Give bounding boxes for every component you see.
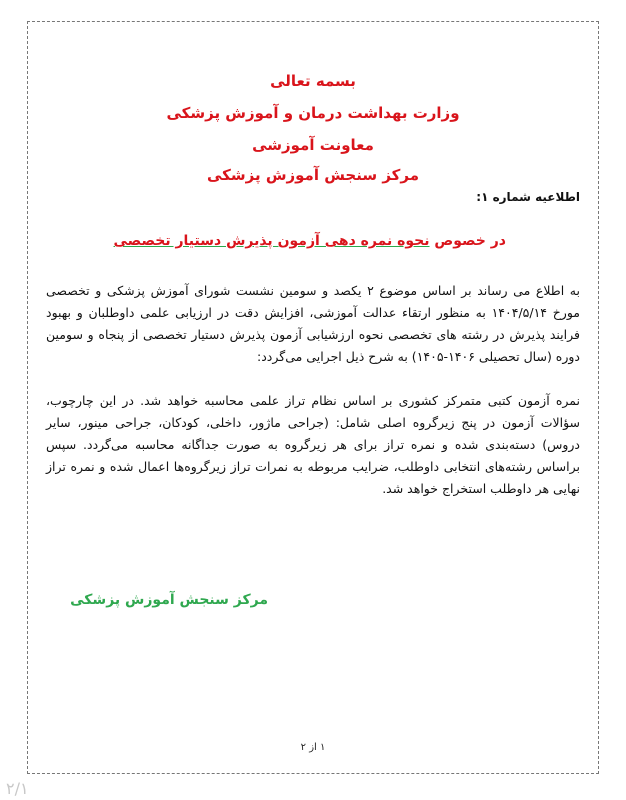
corner-page-marker: ۲/۱ [6, 779, 29, 798]
header-bismillah: بسمه تعالی [270, 72, 356, 90]
document-page [27, 21, 599, 774]
signature-center-name: مرکز سنجش آموزش پزشکی [70, 592, 268, 608]
subject-line [114, 233, 506, 249]
notice-number-label: اطلاعیه شماره ۱: [476, 190, 580, 204]
body-paragraph-1: به اطلاع می رساند بر اساس موضوع ۲ یکصد و سومین نشست شورای آموزش پزشکی و تخصصی مورخ ۱۴۰۴/۵/۱۴ به منظور ارتقاء عدالت آموزشی، افزایش دقت در ارزیابی علمی داوطلبان و بهبود فرایند پذیرش در رشته های تخصصی نحوه ارزشیابی آزمون پذیرش دستیار تخصصی از پنجاه و سومین دوره (سال تحصیلی ۱۴۰۶-۱۴۰۵) به شرح ذیل اجرایی می‌گردد: [46, 283, 580, 364]
header-ministry: وزارت بهداشت درمان و آموزش پزشکی [166, 104, 460, 122]
subject-prefix: در خصوص [429, 233, 506, 249]
header-deputy: معاونت آموزشی [252, 136, 374, 154]
subject-title: نحوه نمره دهی آزمون پذیرش دستیار تخصصی [113, 233, 430, 249]
body-paragraph-2: نمره آزمون کتبی متمرکز کشوری بر اساس نظام تراز علمی محاسبه خواهد شد. در این چارچوب، سؤالات آزمون در پنج زیرگروه اصلی شامل: (جراحی ماژور، داخلی، کودکان، جراحی مینور، سایر دروس) دسته‌بندی شده و نمره تراز برای هر زیرگروه به صورت جداگانه محاسبه می‌گردد. سپس براساس رشته‌های انتخابی داوطلب، ضرایب مربوطه به نمرات تراز زیرگروه‌ها اعمال شده و نمره تراز نهایی هر داوطلب استخراج خواهد شد. [46, 393, 580, 496]
header-center: مرکز سنجش آموزش پزشکی [206, 166, 419, 184]
page-number: ۱ از ۲ [300, 742, 326, 753]
